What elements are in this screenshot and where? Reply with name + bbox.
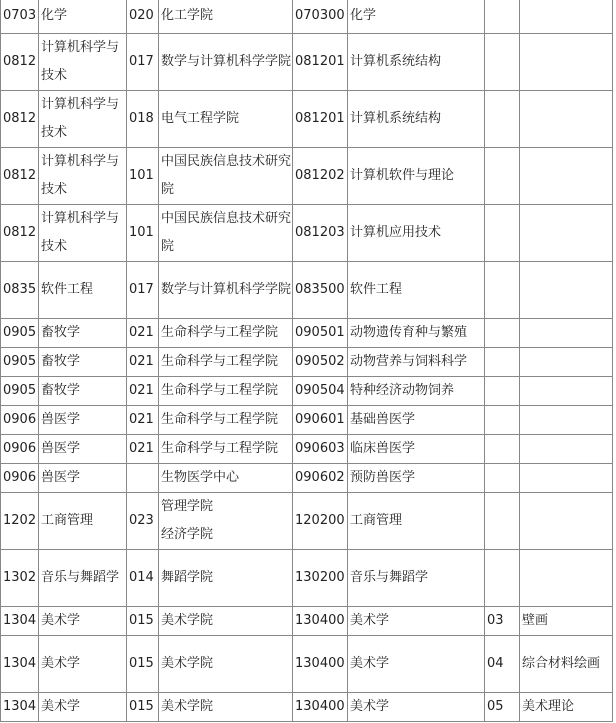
major-code-cell: 090603 [293, 434, 348, 463]
table-row [1, 492, 613, 549]
college-code-cell: 021 [127, 347, 159, 376]
major-name-cell: 美术学 [348, 635, 485, 692]
college-code-cell: 021 [127, 434, 159, 463]
direction-name-cell [520, 347, 613, 376]
major-code-cell: 070300 [293, 0, 348, 33]
discipline-name-cell: 美术学 [39, 606, 127, 635]
direction-code-cell [485, 204, 520, 261]
major-code-cell: 090601 [293, 405, 348, 434]
direction-code-cell [485, 376, 520, 405]
direction-name-cell [520, 318, 613, 347]
direction-name-cell: 美术理论 [520, 692, 613, 721]
discipline-code-cell: 0812 [1, 33, 39, 90]
direction-name-cell: 壁画 [520, 606, 613, 635]
major-code-cell: 130200 [293, 549, 348, 606]
college-code-cell: 017 [127, 261, 159, 318]
major-name-cell: 基础兽医学 [348, 405, 485, 434]
discipline-name-cell: 计算机科学与技术 [39, 147, 127, 204]
table-row [1, 692, 613, 721]
direction-code-cell: 03 [485, 606, 520, 635]
discipline-code-cell: 0905 [1, 376, 39, 405]
major-code-cell: 083500 [293, 261, 348, 318]
direction-name-cell [520, 434, 613, 463]
discipline-name-cell: 工商管理 [39, 492, 127, 549]
table-row [1, 376, 613, 405]
table-row [1, 463, 613, 492]
direction-code-cell [485, 347, 520, 376]
major-name-cell: 计算机应用技术 [348, 204, 485, 261]
major-name-cell: 化学 [348, 0, 485, 33]
discipline-code-cell: 0905 [1, 347, 39, 376]
college-name-cell: 电气工程学院 [159, 90, 293, 147]
table-row [1, 147, 613, 204]
college-name-cell: 美术学院 [159, 606, 293, 635]
direction-code-cell [485, 463, 520, 492]
discipline-code-cell: 1302 [1, 549, 39, 606]
college-code-cell: 015 [127, 606, 159, 635]
college-code-cell: 101 [127, 147, 159, 204]
direction-code-cell [485, 90, 520, 147]
major-code-cell: 120200 [293, 492, 348, 549]
college-name-cell: 数学与计算机科学学院 [159, 33, 293, 90]
college-name-cell: 美术学院 [159, 635, 293, 692]
college-code-cell: 018 [127, 90, 159, 147]
major-code-cell: 081201 [293, 33, 348, 90]
table-row [1, 261, 613, 318]
major-name-cell: 特种经济动物饲养 [348, 376, 485, 405]
discipline-code-cell: 0835 [1, 261, 39, 318]
major-name-cell: 工商管理 [348, 492, 485, 549]
direction-code-cell [485, 147, 520, 204]
college-code-cell: 021 [127, 318, 159, 347]
major-name-cell: 软件工程 [348, 261, 485, 318]
major-code-cell: 081201 [293, 90, 348, 147]
direction-name-cell [520, 33, 613, 90]
direction-name-cell [520, 405, 613, 434]
direction-name-cell: 综合材料绘画 [520, 635, 613, 692]
direction-name-cell [520, 90, 613, 147]
discipline-name-cell: 化学 [39, 0, 127, 33]
college-name-cell: 舞蹈学院 [159, 549, 293, 606]
college-code-cell: 101 [127, 204, 159, 261]
discipline-code-cell: 0906 [1, 405, 39, 434]
discipline-name-cell: 音乐与舞蹈学 [39, 549, 127, 606]
college-name-cell: 化工学院 [159, 0, 293, 33]
table-row [1, 347, 613, 376]
discipline-code-cell: 0905 [1, 318, 39, 347]
direction-name-cell [520, 0, 613, 33]
table-row [1, 549, 613, 606]
college-name-cell: 生命科学与工程学院 [159, 405, 293, 434]
table-row [1, 0, 613, 33]
direction-name-cell [520, 376, 613, 405]
major-code-cell: 081202 [293, 147, 348, 204]
table-row [1, 434, 613, 463]
college-code-cell: 014 [127, 549, 159, 606]
direction-name-cell [520, 147, 613, 204]
discipline-name-cell: 兽医学 [39, 463, 127, 492]
direction-name-cell [520, 463, 613, 492]
direction-code-cell [485, 492, 520, 549]
college-code-cell: 021 [127, 405, 159, 434]
discipline-code-cell: 1304 [1, 692, 39, 721]
college-code-cell: 017 [127, 33, 159, 90]
major-name-cell: 计算机系统结构 [348, 33, 485, 90]
discipline-code-cell: 1202 [1, 492, 39, 549]
discipline-name-cell: 计算机科学与技术 [39, 90, 127, 147]
major-code-cell: 090602 [293, 463, 348, 492]
direction-name-cell [520, 261, 613, 318]
discipline-name-cell: 美术学 [39, 692, 127, 721]
direction-code-cell [485, 434, 520, 463]
direction-code-cell [485, 405, 520, 434]
table-row [1, 90, 613, 147]
college-code-cell: 015 [127, 635, 159, 692]
major-name-cell: 计算机软件与理论 [348, 147, 485, 204]
college-name-cell: 数学与计算机科学学院 [159, 261, 293, 318]
major-name-cell: 美术学 [348, 606, 485, 635]
major-code-cell: 090501 [293, 318, 348, 347]
discipline-name-cell: 兽医学 [39, 405, 127, 434]
college-name-cell: 生命科学与工程学院 [159, 347, 293, 376]
discipline-code-cell: 1304 [1, 606, 39, 635]
major-name-cell: 动物遗传育种与繁殖 [348, 318, 485, 347]
discipline-name-cell: 畜牧学 [39, 318, 127, 347]
table-row [1, 33, 613, 90]
discipline-code-cell: 0906 [1, 434, 39, 463]
major-name-cell: 音乐与舞蹈学 [348, 549, 485, 606]
direction-code-cell [485, 261, 520, 318]
direction-code-cell [485, 318, 520, 347]
discipline-name-cell: 美术学 [39, 635, 127, 692]
major-code-cell: 090502 [293, 347, 348, 376]
discipline-code-cell: 0812 [1, 204, 39, 261]
discipline-code-cell: 0906 [1, 463, 39, 492]
major-name-cell: 计算机系统结构 [348, 90, 485, 147]
major-code-cell: 081203 [293, 204, 348, 261]
college-code-cell: 020 [127, 0, 159, 33]
discipline-code-cell: 0812 [1, 90, 39, 147]
college-code-cell: 023 [127, 492, 159, 549]
major-code-cell: 130400 [293, 606, 348, 635]
direction-code-cell [485, 33, 520, 90]
discipline-name-cell: 畜牧学 [39, 376, 127, 405]
major-name-cell: 美术学 [348, 692, 485, 721]
college-name-cell: 美术学院 [159, 692, 293, 721]
discipline-name-cell: 软件工程 [39, 261, 127, 318]
college-code-cell: 015 [127, 692, 159, 721]
discipline-name-cell: 计算机科学与技术 [39, 33, 127, 90]
major-code-cell: 090504 [293, 376, 348, 405]
direction-code-cell: 04 [485, 635, 520, 692]
major-code-cell: 130400 [293, 692, 348, 721]
college-name-cell: 管理学院 经济学院 [159, 492, 293, 549]
major-code-cell: 130400 [293, 635, 348, 692]
discipline-name-cell: 兽医学 [39, 434, 127, 463]
college-name-cell: 生命科学与工程学院 [159, 318, 293, 347]
major-name-cell: 临床兽医学 [348, 434, 485, 463]
college-name-cell: 中国民族信息技术研究院 [159, 147, 293, 204]
direction-name-cell [520, 492, 613, 549]
direction-name-cell [520, 549, 613, 606]
direction-code-cell: 05 [485, 692, 520, 721]
direction-name-cell [520, 204, 613, 261]
discipline-name-cell: 计算机科学与技术 [39, 204, 127, 261]
college-name-cell: 生物医学中心 [159, 463, 293, 492]
major-name-cell: 动物营养与饲料科学 [348, 347, 485, 376]
discipline-name-cell: 畜牧学 [39, 347, 127, 376]
discipline-code-cell: 0812 [1, 147, 39, 204]
table-row [1, 204, 613, 261]
table-body [1, 0, 613, 721]
discipline-code-cell: 0703 [1, 0, 39, 33]
table-row [1, 635, 613, 692]
discipline-code-cell: 1304 [1, 635, 39, 692]
direction-code-cell [485, 0, 520, 33]
table-row [1, 318, 613, 347]
major-name-cell: 预防兽医学 [348, 463, 485, 492]
table-row [1, 606, 613, 635]
direction-code-cell [485, 549, 520, 606]
table-row [1, 405, 613, 434]
college-code-cell: 021 [127, 376, 159, 405]
college-name-cell: 生命科学与工程学院 [159, 376, 293, 405]
college-name-cell: 生命科学与工程学院 [159, 434, 293, 463]
college-name-cell: 中国民族信息技术研究院 [159, 204, 293, 261]
college-code-cell [127, 463, 159, 492]
